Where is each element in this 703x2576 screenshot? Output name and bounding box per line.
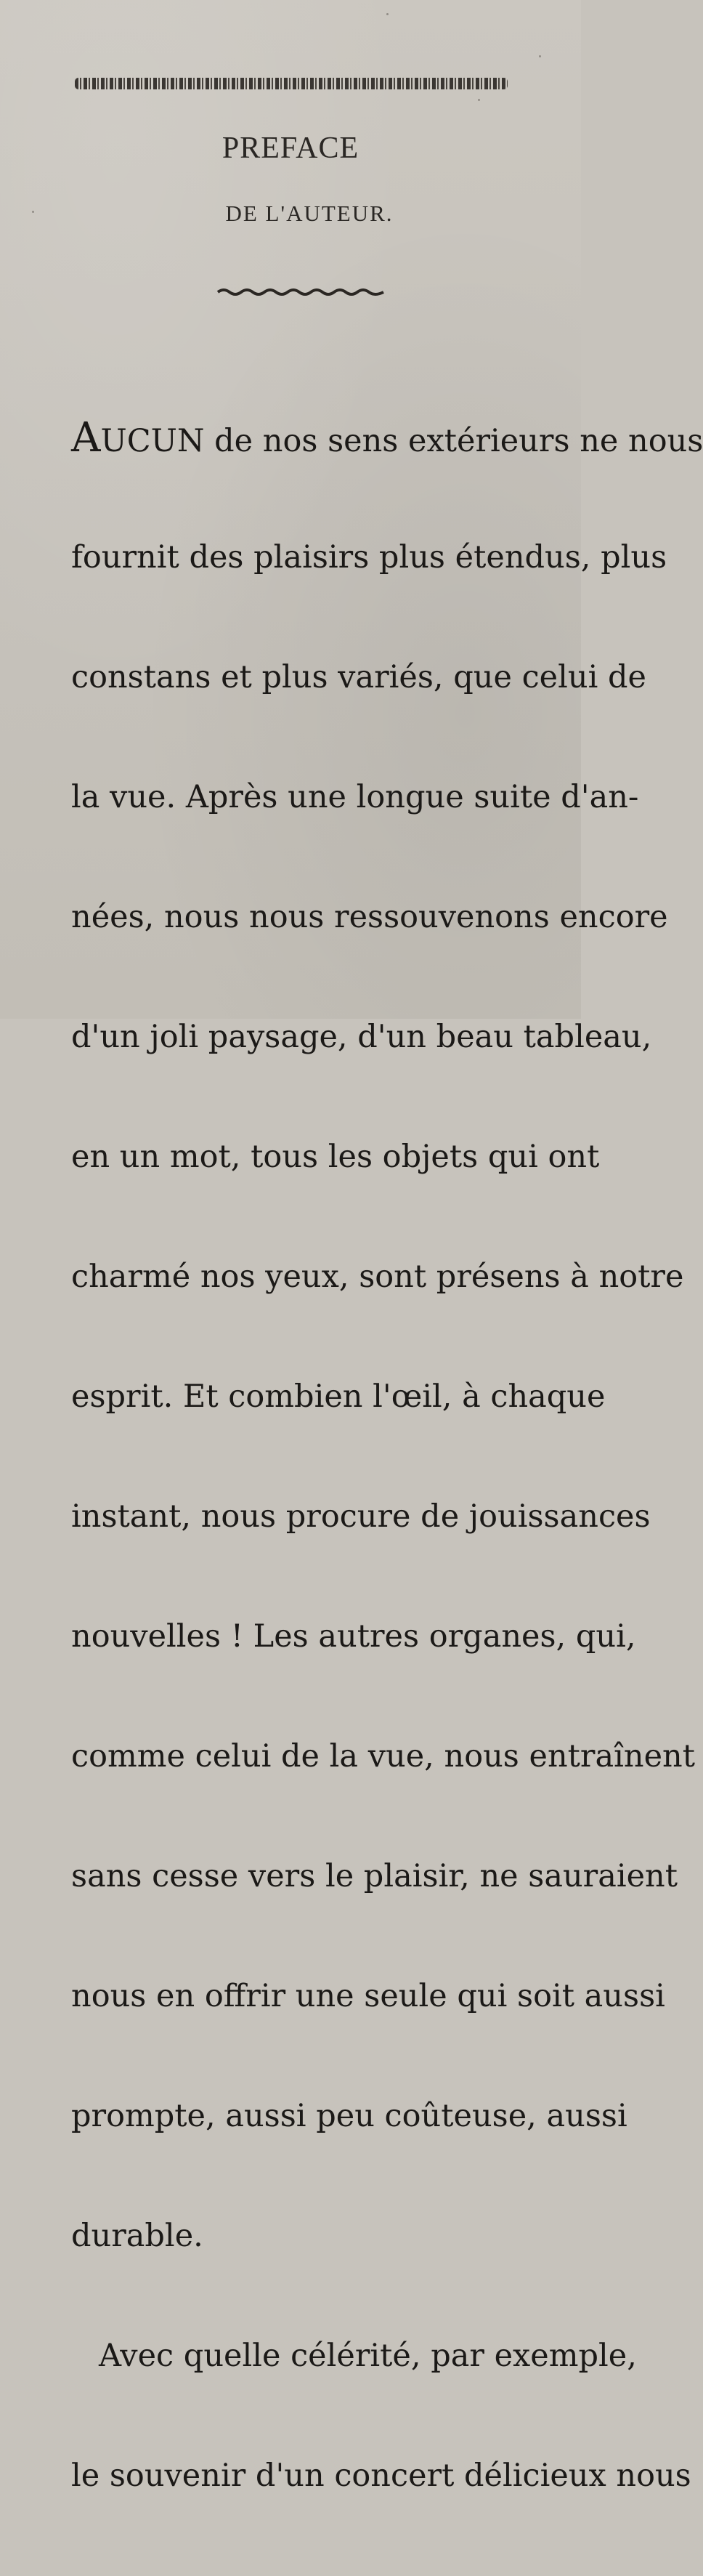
text-line: nées, nous nous ressouvenons encore: [71, 899, 668, 935]
text-line: comme celui de la vue, nous entraînent: [71, 1738, 695, 1774]
paper-speck: [32, 211, 34, 213]
drop-cap: A: [71, 414, 101, 461]
first-line-rest: UCUN de nos sens extérieurs ne nous: [100, 423, 703, 459]
paper-speck: [478, 99, 480, 101]
body-text: [71, 338, 703, 2576]
paper-speck: [539, 55, 541, 57]
text-line: nouvelles ! Les autres organes, qui,: [71, 1618, 636, 1655]
text-line: sans cesse vers le plaisir, ne sauraient: [71, 1858, 678, 1894]
text-line: charmé nos yeux, sont présens à notre: [71, 1259, 684, 1295]
text-line: la vue. Après une longue suite d'an-: [71, 779, 639, 815]
text-line-1: [71, 414, 703, 461]
page-subtitle: DE L'AUTEUR.: [225, 201, 394, 226]
middle-ornament-rule: [218, 287, 383, 297]
text-line: d'un joli paysage, d'un beau tableau,: [71, 1019, 652, 1055]
text-line: esprit. Et combien l'œil, à chaque: [71, 1378, 606, 1415]
top-ornament-rule: [75, 78, 508, 89]
text-line: durable.: [71, 2218, 203, 2254]
text-line: constans et plus variés, que celui de: [71, 659, 646, 695]
text-line: en un mot, tous les objets qui ont: [71, 1139, 600, 1175]
paper-speck: [386, 13, 389, 15]
page-title: PREFACE: [222, 132, 359, 165]
text-line: nous en offrir une seule qui soit aussi: [71, 1978, 665, 2014]
text-line: instant, nous procure de jouissances: [71, 1498, 651, 1535]
text-line: Avec quelle célérité, par exemple,: [99, 2338, 637, 2374]
text-line: prompte, aussi peu coûteuse, aussi: [71, 2098, 627, 2134]
text-line: fournit des plaisirs plus étendus, plus: [71, 539, 667, 576]
text-line: le souvenir d'un concert délicieux nous: [71, 2458, 691, 2494]
